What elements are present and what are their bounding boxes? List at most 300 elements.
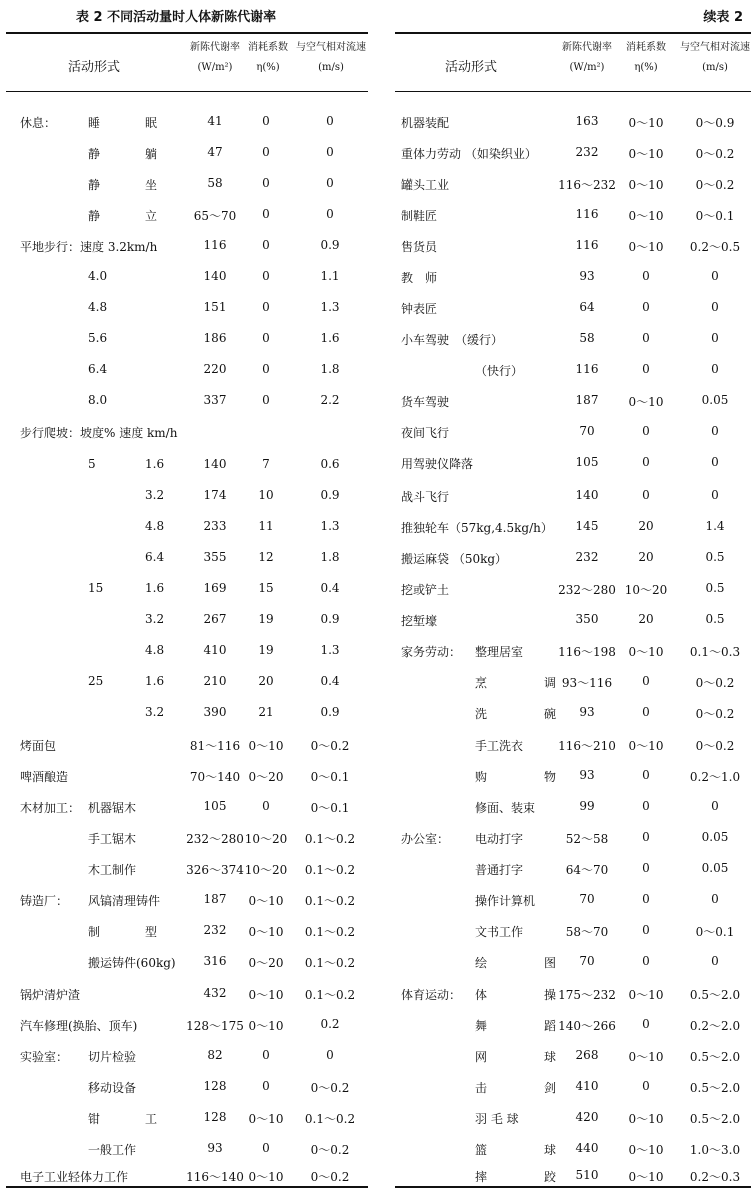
table-row	[0, 1077, 372, 1099]
air-cell: 0	[711, 799, 719, 813]
table-row	[389, 859, 755, 881]
table-row	[389, 453, 755, 475]
activity-sub-cell: 25	[88, 674, 104, 688]
sweat-cell: 0	[642, 892, 650, 906]
sweat-cell: 7	[262, 457, 270, 471]
header-sweat-unit: η(%)	[256, 62, 280, 73]
rate-cell: 99	[579, 799, 595, 813]
table-row	[389, 517, 755, 539]
header-air	[675, 38, 755, 78]
rate-cell: 163	[575, 114, 599, 128]
rate-cell: 140	[203, 457, 227, 471]
rate-cell: 337	[203, 393, 227, 407]
activity-sub-cell: 击	[475, 1081, 488, 1095]
sweat-cell: 0	[642, 424, 650, 438]
sweat-cell: 0	[262, 114, 270, 128]
air-cell: 0～0.2	[310, 1170, 350, 1184]
sweat-cell: 0	[642, 830, 650, 844]
air-cell: 0～0.2	[695, 676, 735, 690]
sweat-cell: 0	[642, 705, 650, 719]
rate-cell: 65～70	[193, 209, 237, 223]
activity-cell: 木材加工：	[20, 801, 81, 815]
activity-detail-cell: 碗	[544, 707, 557, 721]
activity-sub-cell: 羽 毛 球	[475, 1112, 519, 1126]
header-activity: 活动形式	[445, 60, 498, 75]
header-air-unit: (m/s)	[318, 62, 344, 73]
air-cell: 0	[326, 207, 334, 221]
table-row	[389, 112, 755, 134]
header-activity: 活动形式	[68, 60, 121, 75]
rate-cell: 210	[203, 674, 227, 688]
top-rule	[6, 32, 368, 34]
sweat-cell: 0～10	[248, 1019, 284, 1033]
air-cell: 0～0.2	[695, 178, 735, 192]
header-rate-unit: (W/m²)	[197, 62, 233, 73]
air-cell: 0～0.1	[695, 209, 735, 223]
table-row	[0, 828, 372, 850]
table-row	[0, 952, 372, 974]
air-cell: 0～0.1	[695, 925, 735, 939]
table-row	[389, 1077, 755, 1099]
table-row	[389, 766, 755, 788]
table-row	[0, 984, 372, 1006]
air-cell: 1.8	[320, 550, 340, 564]
header-rule	[6, 91, 368, 92]
table-row	[0, 422, 372, 444]
table-row	[0, 455, 372, 477]
activity-sub-cell: 木工制作	[88, 863, 137, 877]
table-row	[389, 984, 755, 1006]
rate-cell: 232	[575, 550, 599, 564]
air-cell: 0	[711, 269, 719, 283]
activity-cell: 啤酒酿造	[20, 770, 69, 784]
rate-cell: 81～116	[189, 739, 241, 753]
header-sweat	[621, 38, 671, 78]
activity-sub-cell: 购	[475, 770, 488, 784]
air-cell: 0～0.9	[695, 116, 735, 130]
air-cell: 0	[711, 954, 719, 968]
activity-detail-cell: 1.6	[145, 674, 165, 688]
activity-cell: 售货员	[401, 240, 438, 254]
activity-sub-cell: 修面、装束	[475, 801, 536, 815]
rate-cell: 116	[575, 238, 599, 252]
rate-cell: 220	[203, 362, 227, 376]
sweat-cell: 0	[642, 799, 650, 813]
table-row	[0, 1015, 372, 1037]
sweat-cell: 0～10	[628, 178, 664, 192]
activity-detail-cell: 4.8	[145, 643, 165, 657]
air-cell: 0.5	[705, 550, 725, 564]
sweat-cell: 0～20	[248, 956, 284, 970]
sweat-cell: 0～10	[248, 1112, 284, 1126]
activity-detail-cell: 4.8	[145, 519, 165, 533]
rate-cell: 410	[203, 643, 227, 657]
table-row	[389, 921, 755, 943]
air-cell: 0.1～0.2	[304, 956, 356, 970]
activity-cell: 货车驾驶	[401, 395, 450, 409]
activity-sub-cell: 一般工作	[88, 1143, 137, 1157]
activity-cell: 办公室：	[401, 832, 450, 846]
table-row	[0, 921, 372, 943]
rate-cell: 41	[207, 114, 223, 128]
air-cell: 1.3	[320, 643, 340, 657]
table-row	[0, 797, 372, 819]
sweat-cell: 0	[262, 238, 270, 252]
rate-cell: 70	[579, 892, 595, 906]
table-row	[389, 610, 755, 632]
activity-sub-cell: 网	[475, 1050, 488, 1064]
table-row	[389, 1139, 755, 1161]
table-row	[389, 329, 755, 351]
rate-cell: 187	[203, 892, 227, 906]
sweat-cell: 0	[642, 674, 650, 688]
table-row	[0, 672, 372, 694]
rate-cell: 93	[579, 768, 595, 782]
rate-cell: 140～266	[558, 1019, 616, 1033]
sweat-cell: 0～10	[628, 1170, 664, 1184]
air-cell: 0	[711, 488, 719, 502]
rate-cell: 390	[203, 705, 227, 719]
activity-sub-cell: 切片检验	[88, 1050, 137, 1064]
rate-cell: 58～70	[565, 925, 609, 939]
activity-detail-cell: 工	[145, 1112, 158, 1126]
air-cell: 0.2～0.3	[689, 1170, 741, 1184]
rate-cell: 58	[207, 176, 223, 190]
table-row	[389, 205, 755, 227]
activity-detail-cell: 躺	[145, 147, 158, 161]
activity-detail-cell: 坐	[145, 178, 158, 192]
sweat-cell: 0	[642, 1079, 650, 1093]
air-cell: 0	[326, 1048, 334, 1062]
header-air-label: 与空气相对流速	[296, 42, 366, 53]
air-cell: 0.1～0.3	[689, 645, 741, 659]
activity-detail-cell: 6.4	[145, 550, 165, 564]
table-title: 续表 2	[703, 10, 743, 25]
activity-sub-cell: 篮	[475, 1143, 488, 1157]
sweat-cell: 10	[258, 488, 274, 502]
header-air	[293, 38, 369, 78]
rate-cell: 105	[203, 799, 227, 813]
air-cell: 0.1～0.2	[304, 925, 356, 939]
sweat-cell: 0	[642, 269, 650, 283]
air-cell: 0.1～0.2	[304, 832, 356, 846]
air-cell: 1.6	[320, 331, 340, 345]
air-cell: 0	[326, 176, 334, 190]
rate-cell: 116	[575, 207, 599, 221]
table-row	[0, 548, 372, 570]
table-row	[389, 579, 755, 601]
table-row	[389, 828, 755, 850]
air-cell: 0.05	[701, 861, 729, 875]
activity-cell: 用驾驶仪降落	[401, 457, 474, 471]
activity-detail-cell: 球	[544, 1050, 557, 1064]
rate-cell: 93	[207, 1141, 223, 1155]
activity-sub-cell: 睡	[88, 116, 101, 130]
sweat-cell: 0	[262, 207, 270, 221]
air-cell: 0.2～0.5	[689, 240, 741, 254]
sweat-cell: 0	[262, 1048, 270, 1062]
table-row	[0, 205, 372, 227]
rate-cell: 116	[575, 362, 599, 376]
table-row	[389, 1046, 755, 1068]
sweat-cell: 0	[642, 362, 650, 376]
activity-cell: 搬运麻袋 （50kg）	[401, 552, 508, 566]
table-row	[0, 486, 372, 508]
rate-cell: 440	[575, 1141, 599, 1155]
sweat-cell: 15	[258, 581, 274, 595]
table-row	[389, 298, 755, 320]
activity-cell: 小车驾驶 （缓行）	[401, 333, 504, 347]
rate-cell: 174	[203, 488, 227, 502]
rate-cell: 175～232	[558, 988, 616, 1002]
activity-cell: 体育运动：	[401, 988, 462, 1002]
table-row	[0, 610, 372, 632]
air-cell: 0～0.2	[695, 739, 735, 753]
table-row	[389, 1166, 755, 1188]
rate-cell: 64	[579, 300, 595, 314]
air-cell: 0～0.2	[310, 739, 350, 753]
rate-cell: 145	[575, 519, 599, 533]
rate-cell: 326～374	[186, 863, 244, 877]
rate-cell: 116～140	[186, 1170, 244, 1184]
activity-sub-cell: 手工锯木	[88, 832, 137, 846]
air-cell: 0～0.1	[310, 801, 350, 815]
sweat-cell: 0～10	[628, 988, 664, 1002]
air-cell: 0～0.2	[310, 1081, 350, 1095]
sweat-cell: 21	[258, 705, 274, 719]
table-row	[0, 112, 372, 134]
header-rate-label: 新陈代谢率	[562, 42, 612, 53]
air-cell: 0.2～1.0	[689, 770, 741, 784]
rate-cell: 151	[203, 300, 227, 314]
table-row	[0, 890, 372, 912]
activity-sub-cell: 制	[88, 925, 101, 939]
table-row	[0, 329, 372, 351]
sweat-cell: 0～20	[248, 770, 284, 784]
air-cell: 0.2～2.0	[689, 1019, 741, 1033]
table-row	[389, 360, 755, 382]
sweat-cell: 0～10	[628, 395, 664, 409]
activity-cell: 平地步行：速度 3.2km/h	[20, 240, 158, 254]
table-left	[0, 0, 372, 1190]
sweat-cell: 0	[642, 300, 650, 314]
air-cell: 0～0.2	[695, 707, 735, 721]
activity-sub-cell: 舞	[475, 1019, 488, 1033]
rate-cell: 268	[575, 1048, 599, 1062]
activity-sub-cell: 6.4	[88, 362, 108, 376]
air-cell: 0.9	[320, 238, 340, 252]
air-cell: 0.5～2.0	[689, 1050, 741, 1064]
air-cell: 0.1～0.2	[304, 894, 356, 908]
activity-detail-cell: 蹈	[544, 1019, 557, 1033]
activity-sub-cell: 4.0	[88, 269, 108, 283]
activity-cell: 教 师	[401, 271, 438, 285]
activity-sub-cell: （快行）	[475, 364, 524, 378]
activity-detail-cell: 跤	[544, 1170, 557, 1184]
rate-cell: 355	[203, 550, 227, 564]
table-row	[389, 267, 755, 289]
activity-detail-cell: 剑	[544, 1081, 557, 1095]
activity-detail-cell: 调	[544, 676, 557, 690]
sweat-cell: 0	[642, 455, 650, 469]
activity-detail-cell: 3.2	[145, 705, 165, 719]
rate-cell: 128～175	[186, 1019, 244, 1033]
air-cell: 0.5	[705, 581, 725, 595]
table-row	[0, 859, 372, 881]
table-row	[0, 143, 372, 165]
sweat-cell: 0～10	[248, 1170, 284, 1184]
activity-sub-cell: 钳	[88, 1112, 101, 1126]
activity-cell: 罐头工业	[401, 178, 450, 192]
table-row	[389, 735, 755, 757]
table-right	[389, 0, 755, 1190]
air-cell: 0.5～2.0	[689, 1081, 741, 1095]
air-cell: 1.4	[705, 519, 725, 533]
activity-cell: 家务劳动：	[401, 645, 462, 659]
activity-cell: 电子工业轻体力工作	[20, 1170, 129, 1184]
sweat-cell: 0	[262, 331, 270, 345]
air-cell: 0	[711, 455, 719, 469]
sweat-cell: 10～20	[244, 832, 288, 846]
rate-cell: 410	[575, 1079, 599, 1093]
activity-sub-cell: 5	[88, 457, 96, 471]
sweat-cell: 0	[642, 331, 650, 345]
activity-sub-cell: 摔	[475, 1170, 488, 1184]
table-row	[389, 486, 755, 508]
activity-cell: 夜间飞行	[401, 426, 450, 440]
air-cell: 0.5～2.0	[689, 988, 741, 1002]
rate-cell: 52～58	[565, 832, 609, 846]
table-row	[0, 391, 372, 413]
activity-sub-cell: 风镐清理铸件	[88, 894, 161, 908]
table-row	[389, 703, 755, 725]
table-row	[0, 1046, 372, 1068]
sweat-cell: 0～10	[248, 739, 284, 753]
air-cell: 1.3	[320, 300, 340, 314]
rate-cell: 128	[203, 1079, 227, 1093]
air-cell: 0	[711, 300, 719, 314]
activity-detail-cell: 3.2	[145, 612, 165, 626]
table-row	[389, 422, 755, 444]
activity-sub-cell: 移动设备	[88, 1081, 137, 1095]
air-cell: 0.05	[701, 830, 729, 844]
rate-cell: 116	[203, 238, 227, 252]
sweat-cell: 0	[262, 1141, 270, 1155]
air-cell: 0.1～0.2	[304, 1112, 356, 1126]
sweat-cell: 0	[262, 799, 270, 813]
table-row	[0, 517, 372, 539]
table-row	[389, 548, 755, 570]
sweat-cell: 0	[262, 362, 270, 376]
sweat-cell: 10～20	[624, 583, 668, 597]
rate-cell: 186	[203, 331, 227, 345]
sweat-cell: 0	[262, 269, 270, 283]
rate-cell: 510	[575, 1168, 599, 1182]
air-cell: 0.5～2.0	[689, 1112, 741, 1126]
rate-cell: 267	[203, 612, 227, 626]
table-title: 表 2 不同活动量时人体新陈代谢率	[76, 10, 277, 25]
table-row	[389, 641, 755, 663]
air-cell: 0.4	[320, 581, 340, 595]
sweat-cell: 0～10	[628, 116, 664, 130]
sweat-cell: 0	[262, 1079, 270, 1093]
header-rate-unit: (W/m²)	[569, 62, 605, 73]
table-header	[389, 36, 755, 88]
activity-sub-cell: 机器锯木	[88, 801, 137, 815]
air-cell: 0.5	[705, 612, 725, 626]
table-row	[0, 174, 372, 196]
table-row	[0, 1139, 372, 1161]
rate-cell: 187	[575, 393, 599, 407]
air-cell: 0	[711, 362, 719, 376]
header-air-label: 与空气相对流速	[680, 42, 750, 53]
activity-cell: 铸造厂：	[20, 894, 69, 908]
air-cell: 0～0.1	[310, 770, 350, 784]
rate-cell: 232～280	[558, 583, 616, 597]
activity-detail-cell: 型	[145, 925, 158, 939]
table-row	[0, 360, 372, 382]
air-cell: 0.2	[320, 1017, 340, 1031]
rate-cell: 70	[579, 424, 595, 438]
activity-sub-cell: 静	[88, 209, 101, 223]
activity-cell: 机器装配	[401, 116, 450, 130]
activity-sub-cell: 洗	[475, 707, 488, 721]
header-rule	[395, 91, 751, 92]
rate-cell: 233	[203, 519, 227, 533]
activity-sub-cell: 4.8	[88, 300, 108, 314]
sweat-cell: 0	[642, 768, 650, 782]
activity-sub-cell: 电动打字	[475, 832, 524, 846]
rate-cell: 420	[575, 1110, 599, 1124]
air-cell: 0～0.2	[695, 147, 735, 161]
activity-cell: 战斗飞行	[401, 490, 450, 504]
table-row	[0, 703, 372, 725]
activity-cell: 挖堑壕	[401, 614, 438, 628]
sweat-cell: 0	[642, 488, 650, 502]
air-cell: 0	[711, 331, 719, 345]
table-row	[389, 1015, 755, 1037]
sweat-cell: 0	[642, 1017, 650, 1031]
air-cell: 1.0～3.0	[689, 1143, 741, 1157]
header-rate-label: 新陈代谢率	[190, 42, 240, 53]
rate-cell: 58	[579, 331, 595, 345]
header-sweat-label: 消耗系数	[248, 42, 288, 53]
rate-cell: 232～280	[186, 832, 244, 846]
header-sweat-label: 消耗系数	[626, 42, 666, 53]
air-cell: 0.1～0.2	[304, 863, 356, 877]
sweat-cell: 19	[258, 612, 274, 626]
air-cell: 1.3	[320, 519, 340, 533]
activity-sub-cell: 操作计算机	[475, 894, 536, 908]
activity-detail-cell: 3.2	[145, 488, 165, 502]
air-cell: 0.9	[320, 612, 340, 626]
header-rate	[556, 38, 618, 78]
air-cell: 0.4	[320, 674, 340, 688]
sweat-cell: 20	[638, 550, 654, 564]
bottom-rule	[395, 1186, 751, 1188]
air-cell: 0	[326, 114, 334, 128]
sweat-cell: 0～10	[628, 1050, 664, 1064]
sweat-cell: 0～10	[248, 894, 284, 908]
activity-cell: 休息：	[20, 116, 57, 130]
table-row	[0, 236, 372, 258]
air-cell: 0.1～0.2	[304, 988, 356, 1002]
activity-sub-cell: 体	[475, 988, 488, 1002]
rate-cell: 93	[579, 269, 595, 283]
rate-cell: 82	[207, 1048, 223, 1062]
air-cell: 0.9	[320, 705, 340, 719]
air-cell: 1.1	[320, 269, 340, 283]
